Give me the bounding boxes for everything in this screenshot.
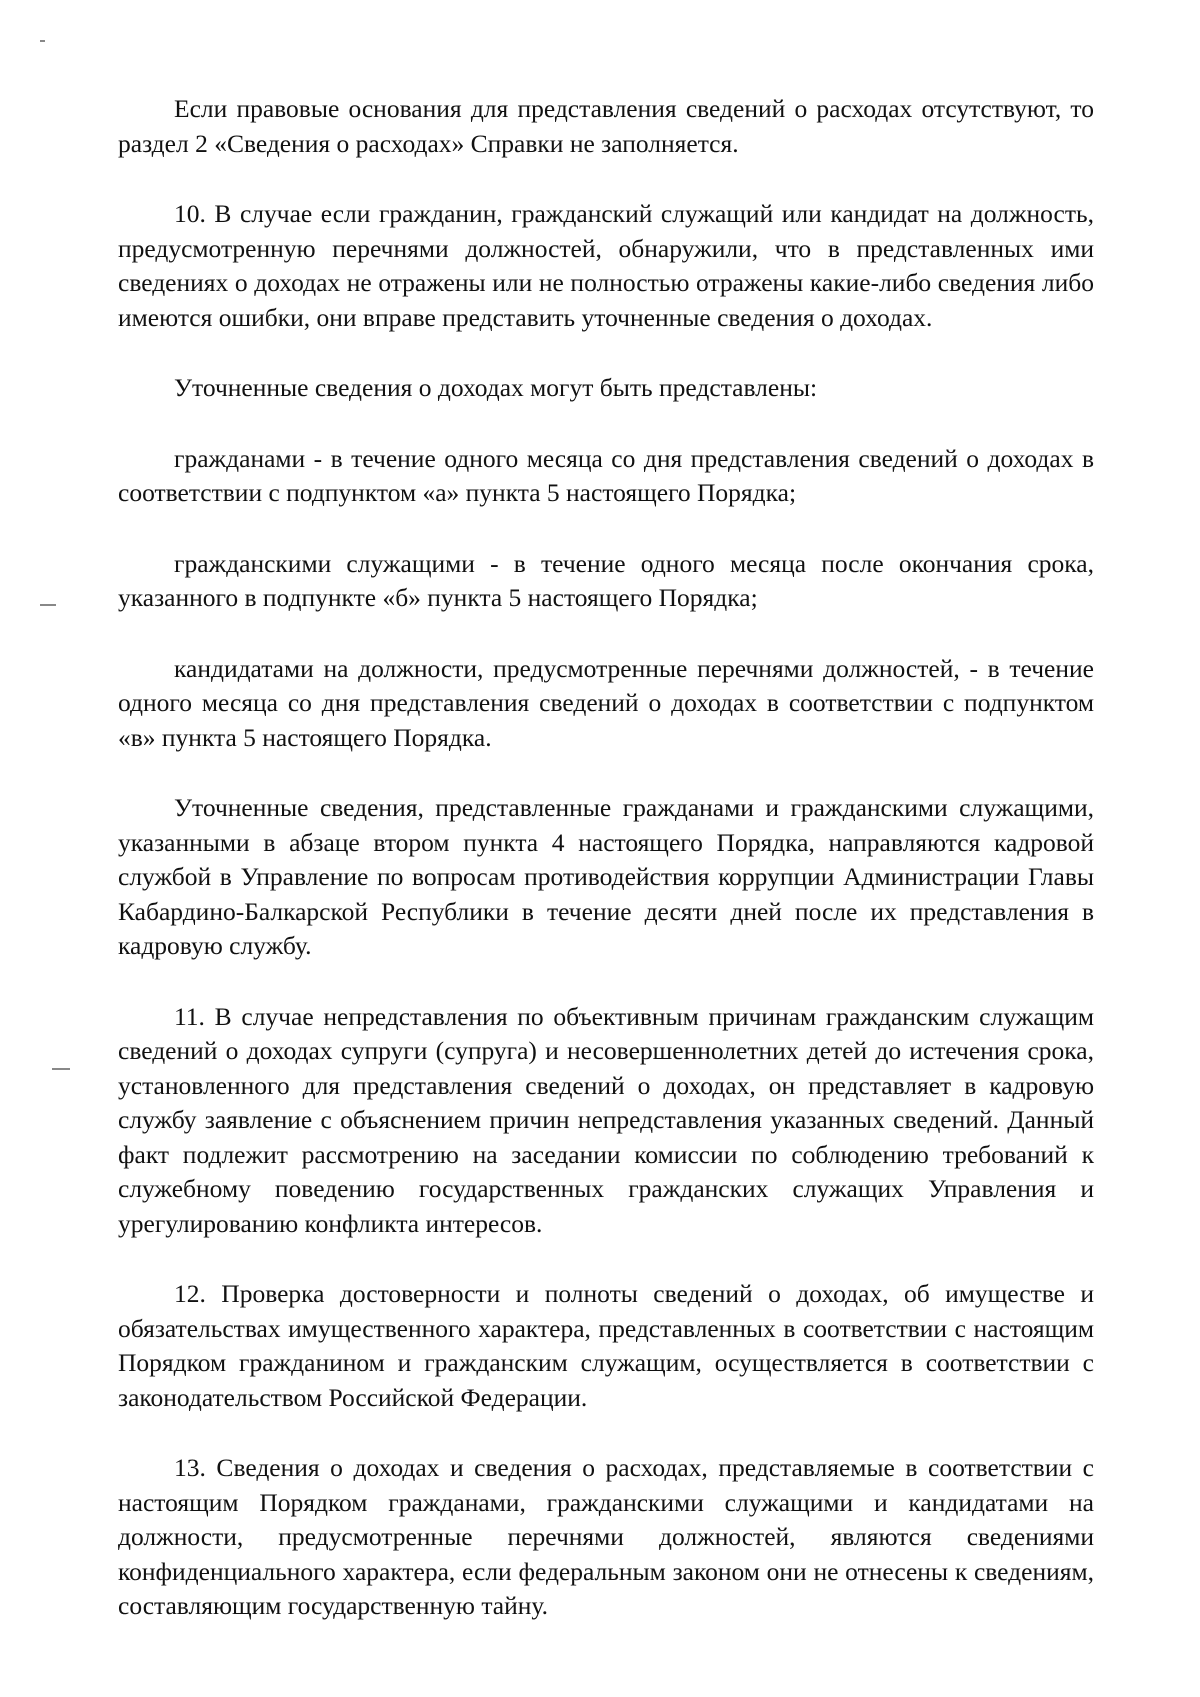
- paragraph-item-13: 13. Сведения о доходах и сведения о расходах, представляемые в соответствии с настоящим Порядком гражданами, гражданскими служащими и кандидатами на должности, предусмотренные перечнями должностей, являются сведениями конфиденциального характера, если федеральным законом они не отнесены к сведениям, составляющим государственную тайну.: [118, 1453, 1094, 1620]
- paragraph-clarified-forwarding: Уточненные сведения, представленные гражданами и гражданскими служащими, указанными в абзаце втором пункта 4 настоящего Порядка, направляются кадровой службой в Управление по вопросам противодействия коррупции Администрации Главы Кабардино-Балкарской Республики в течение десяти дней после их представления в кадровую службу.: [118, 793, 1094, 960]
- paragraph-candidates: кандидатами на должности, предусмотренные перечнями должностей, - в течение одного месяца со дня представления сведений о доходах в соответствии с подпунктом «в» пункта 5 настоящего Порядка.: [118, 653, 1094, 752]
- paragraph-item-10: 10. В случае если гражданин, гражданский служащий или кандидат на должность, предусмотренную перечнями должностей, обнаружили, что в представленных ими сведениях о доходах не отражены или не полностью отражены какие-либо сведения либо имеются ошибки, они вправе представить уточненные сведения о доходах.: [118, 199, 1094, 332]
- document-body: [118, 92, 1094, 1660]
- scan-mark: [52, 1068, 70, 1070]
- paragraph-clarified-intro: Уточненные сведения о доходах могут быть представлены:: [174, 373, 818, 402]
- paragraph-expenses-note: Если правовые основания для представления сведений о расходах отсутствуют, то раздел 2 «Сведения о расходах» Справки не заполняется.: [118, 94, 1094, 158]
- paragraph-item-12: 12. Проверка достоверности и полноты сведений о доходах, об имуществе и обязательствах имущественного характера, представленных в соответствии с настоящим Порядком гражданином и гражданским служащим, осуществляется в соответствии с законодательством Российской Федерации.: [118, 1279, 1094, 1412]
- scan-mark: [40, 604, 56, 606]
- scan-mark: [40, 40, 45, 42]
- paragraph-item-11: 11. В случае непредставления по объективным причинам гражданским служащим сведений о доходах супруги (супруга) и несовершеннолетних детей до истечения срока, установленного для представления сведений о доходах, он представляет в кадровую службу заявление с объяснением причин непредставления указанных сведений. Данный факт подлежит рассмотрению на заседании комиссии по соблюдению требований к служебному поведению государственных гражданских служащих Управления и урегулированию конфликта интересов.: [118, 1001, 1094, 1238]
- paragraph-civil-servants: гражданскими служащими - в течение одного месяца после окончания срока, указанного в подпункте «б» пункта 5 настоящего Порядка;: [118, 548, 1094, 612]
- paragraph-citizens: гражданами - в течение одного месяца со дня представления сведений о доходах в соответствии с подпунктом «а» пункта 5 настоящего Порядка;: [118, 443, 1094, 507]
